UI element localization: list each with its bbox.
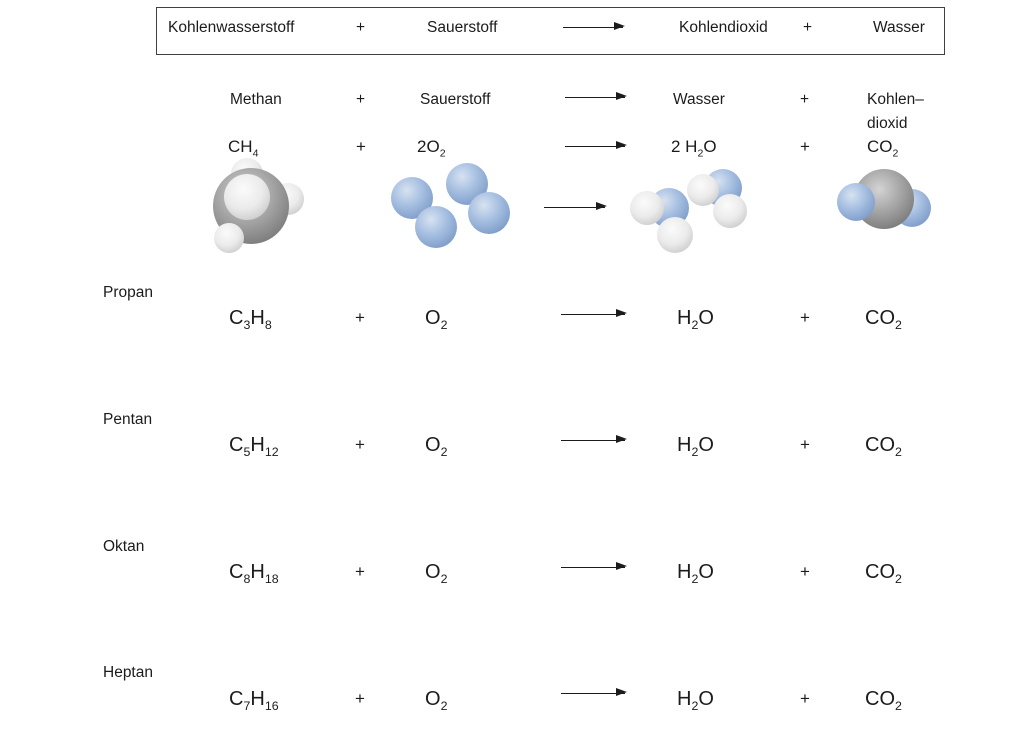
- formula-main: O: [703, 137, 717, 156]
- formula-subscript: 18: [264, 572, 279, 586]
- water-formula: [677, 560, 714, 584]
- formula-subscript: 2: [895, 699, 902, 713]
- methane-formula-plus-2: +: [800, 137, 810, 156]
- formula-main: CO: [867, 137, 893, 156]
- formula-subscript: 5: [243, 445, 251, 459]
- formula-main: CO: [865, 561, 895, 583]
- methane-formula-product2: [867, 136, 898, 158]
- reaction-arrow: [561, 567, 625, 568]
- plus-sign: +: [800, 562, 810, 581]
- formula-main: C: [229, 561, 244, 583]
- formula-subscript: 2: [691, 699, 699, 713]
- formula-main: C: [229, 307, 244, 329]
- formula-subscript: 2: [691, 445, 699, 459]
- formula-main: O: [425, 434, 441, 456]
- plus-sign: +: [355, 689, 365, 708]
- formula-main: O: [425, 307, 441, 329]
- formula-main: O: [425, 561, 441, 583]
- formula-subscript: 2: [697, 147, 704, 160]
- formula-subscript: 2: [892, 147, 899, 160]
- alkane-formula: [229, 433, 279, 457]
- formula-main: C: [229, 688, 244, 710]
- formula-subscript: 2: [439, 147, 446, 160]
- alkane-name: Heptan: [103, 664, 153, 681]
- general-plus-2: +: [803, 19, 813, 36]
- alkane-name: Pentan: [103, 411, 153, 428]
- plus-sign: +: [800, 689, 810, 708]
- formula-main: 2O: [417, 137, 440, 156]
- general-product2: Wasser: [873, 19, 925, 36]
- oxygen-formula: [425, 433, 447, 457]
- reaction-arrow: [565, 97, 625, 98]
- carbon-dioxide-molecule-icon: [837, 169, 931, 229]
- formula-main: H: [250, 688, 265, 710]
- formula-main: O: [425, 688, 441, 710]
- formula-main: H: [250, 434, 265, 456]
- oxygen-formula: [425, 560, 447, 584]
- co2-formula: [865, 306, 902, 330]
- formula-subscript: 2: [895, 318, 902, 332]
- methane-word-plus-2: +: [800, 91, 810, 108]
- co2-formula: [865, 560, 902, 584]
- methane-formula-product1: [671, 136, 717, 158]
- plus-sign: +: [800, 435, 810, 454]
- formula-subscript: 12: [264, 445, 279, 459]
- plus-sign: +: [800, 308, 810, 327]
- formula-subscript: 2: [440, 318, 448, 332]
- formula-subscript: 4: [252, 147, 259, 160]
- water-formula: [677, 687, 714, 711]
- methane-word-reactant1: Methan: [230, 91, 282, 108]
- general-product1: Kohlendioxid: [679, 19, 768, 36]
- oxygen-formula: [425, 306, 447, 330]
- formula-main: H: [677, 434, 692, 456]
- methane-formula-reactant2: [417, 136, 446, 158]
- formula-main: C: [229, 434, 244, 456]
- water-formula: [677, 433, 714, 457]
- alkane-formula: [229, 560, 279, 584]
- formula-subscript: 8: [264, 318, 272, 332]
- reaction-arrow: [563, 27, 623, 28]
- general-reactant2: Sauerstoff: [427, 19, 498, 36]
- formula-main: O: [698, 561, 714, 583]
- formula-subscript: 2: [895, 445, 902, 459]
- formula-subscript: 3: [243, 318, 251, 332]
- formula-main: O: [698, 688, 714, 710]
- reaction-arrow: [561, 440, 625, 441]
- alkane-formula: [229, 687, 279, 711]
- formula-main: CO: [865, 307, 895, 329]
- formula-subscript: 16: [264, 699, 279, 713]
- general-reactant1: Kohlenwasserstoff: [168, 19, 295, 36]
- alkane-formula: [229, 306, 272, 330]
- plus-sign: +: [355, 562, 365, 581]
- general-plus-1: +: [356, 19, 366, 36]
- methane-word-product2-line2: dioxid: [867, 115, 908, 132]
- methane-word-product2-line1: Kohlen–: [867, 91, 924, 108]
- formula-main: CH: [228, 137, 253, 156]
- formula-subscript: 2: [440, 699, 448, 713]
- formula-main: H: [250, 307, 265, 329]
- formula-main: H: [677, 561, 692, 583]
- methane-word-plus-1: +: [356, 91, 366, 108]
- methane-formula-reactant1: [228, 136, 258, 158]
- plus-sign: +: [355, 435, 365, 454]
- formula-subscript: 8: [243, 572, 251, 586]
- formula-subscript: 2: [691, 318, 699, 332]
- formula-subscript: 2: [440, 445, 448, 459]
- co2-formula: [865, 433, 902, 457]
- formula-main: O: [698, 307, 714, 329]
- reaction-arrow: [561, 314, 625, 315]
- formula-main: H: [677, 688, 692, 710]
- alkane-name: Propan: [103, 284, 153, 301]
- formula-subscript: 7: [243, 699, 251, 713]
- reaction-arrow: [561, 693, 625, 694]
- formula-subscript: 2: [691, 572, 699, 586]
- formula-main: H: [250, 561, 265, 583]
- co2-formula: [865, 687, 902, 711]
- formula-main: O: [698, 434, 714, 456]
- formula-subscript: 2: [895, 572, 902, 586]
- formula-main: H: [677, 307, 692, 329]
- methane-formula-plus-1: +: [356, 137, 366, 156]
- formula-main: CO: [865, 434, 895, 456]
- alkane-name: Oktan: [103, 538, 145, 555]
- reaction-arrow: [565, 146, 625, 147]
- oxygen-formula: [425, 687, 447, 711]
- methane-molecule-icon: [213, 158, 304, 253]
- formula-main: 2 H: [671, 137, 698, 156]
- formula-subscript: 2: [440, 572, 448, 586]
- plus-sign: +: [355, 308, 365, 327]
- water-molecule-icon-2: [687, 169, 747, 228]
- reaction-arrow: [544, 207, 605, 208]
- methane-word-product1: Wasser: [673, 91, 725, 108]
- methane-word-reactant2: Sauerstoff: [420, 91, 491, 108]
- water-formula: [677, 306, 714, 330]
- water-molecule-icon-1: [630, 188, 693, 253]
- formula-main: CO: [865, 688, 895, 710]
